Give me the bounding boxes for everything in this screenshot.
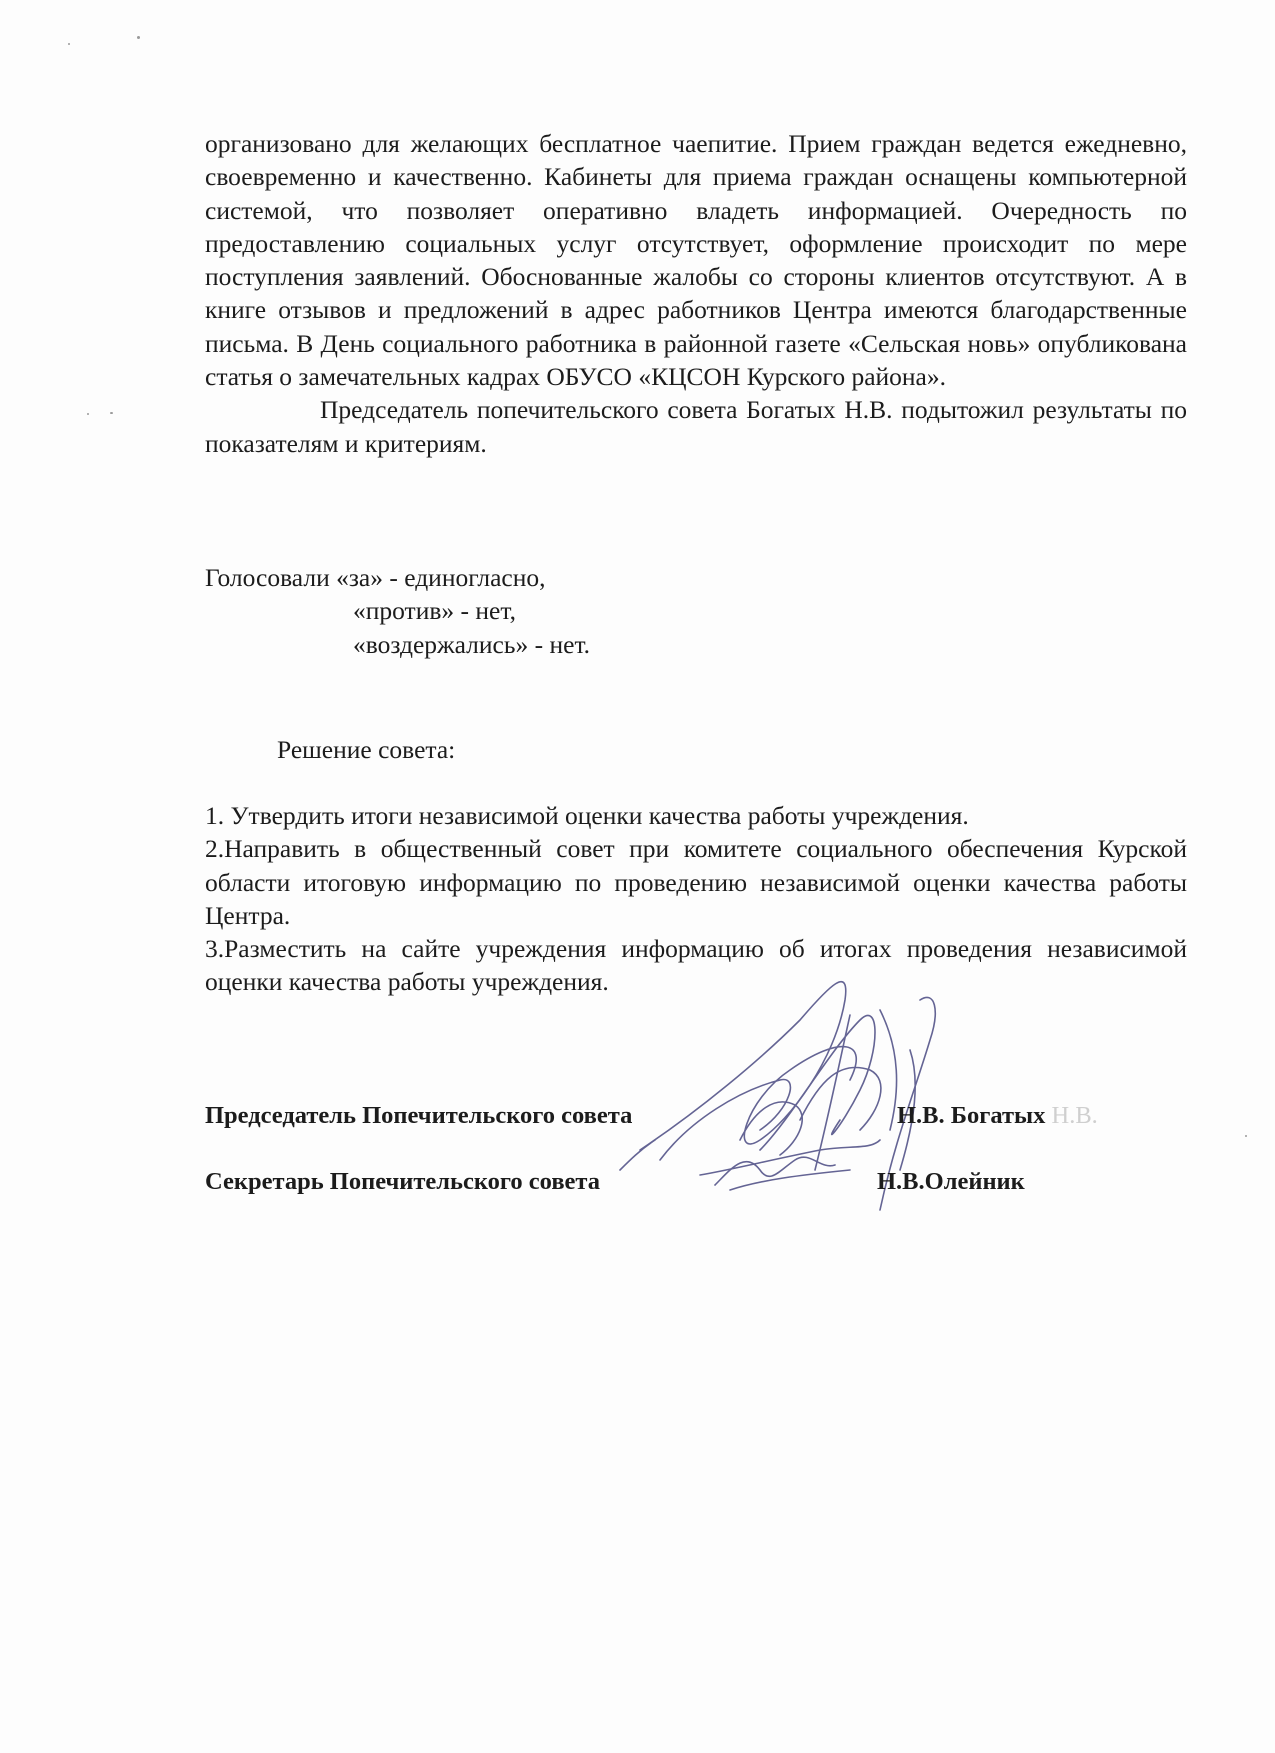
- chair-name-faded: Н.В.: [1051, 1102, 1098, 1129]
- decision-item-3: 3.Разместить на сайте учреждения информацию об итогах проведения независимой оценки качества работы учреждения.: [205, 934, 1187, 997]
- secretary-title: Секретарь Попечительского совета: [205, 1168, 601, 1195]
- vote-for: Голосовали «за» - единогласно,: [205, 563, 546, 592]
- vote-abstained: «воздержались» - нет.: [353, 629, 591, 659]
- chair-name: [897, 1102, 1098, 1130]
- decision-item-1: 1. Утвердить итоги независимой оценки качества работы учреждения.: [205, 801, 969, 830]
- paragraph-summary: Председатель попечительского совета Богатых Н.В. подытожил результаты по показателям и критериям.: [205, 395, 1187, 458]
- decision-item-2: 2.Направить в общественный совет при комитете социального обеспечения Курской области итоговую информацию по проведению независимой оценки качества работы Центра.: [205, 834, 1187, 930]
- chair-name-text: Н.В. Богатых: [897, 1102, 1046, 1129]
- decision-title: Решение совета:: [277, 735, 456, 764]
- chair-title: Председатель Попечительского совета: [205, 1102, 633, 1129]
- vote-against: «против» - нет,: [353, 596, 516, 626]
- paragraph-services: организовано для желающих бесплатное чаепитие. Прием граждан ведется ежедневно, своевременно и качественно. Кабинеты для приема граждан оснащены компьютерной системой, что позволяет оперативно владеть информацией. Очередность по предоставлению социальных услуг отсутствует, оформление происходит по мере поступления заявлений. Обоснованные жалобы со стороны клиентов отсутствуют. А в книге отзывов и предложений в адрес работников Центра имеются благодарственные письма. В День социального работника в районной газете «Сельская новь» опубликована статья о замечательных кадрах ОБУСО «КЦСОН Курского района».: [205, 129, 1187, 392]
- secretary-name: Н.В.Олейник: [877, 1168, 1025, 1195]
